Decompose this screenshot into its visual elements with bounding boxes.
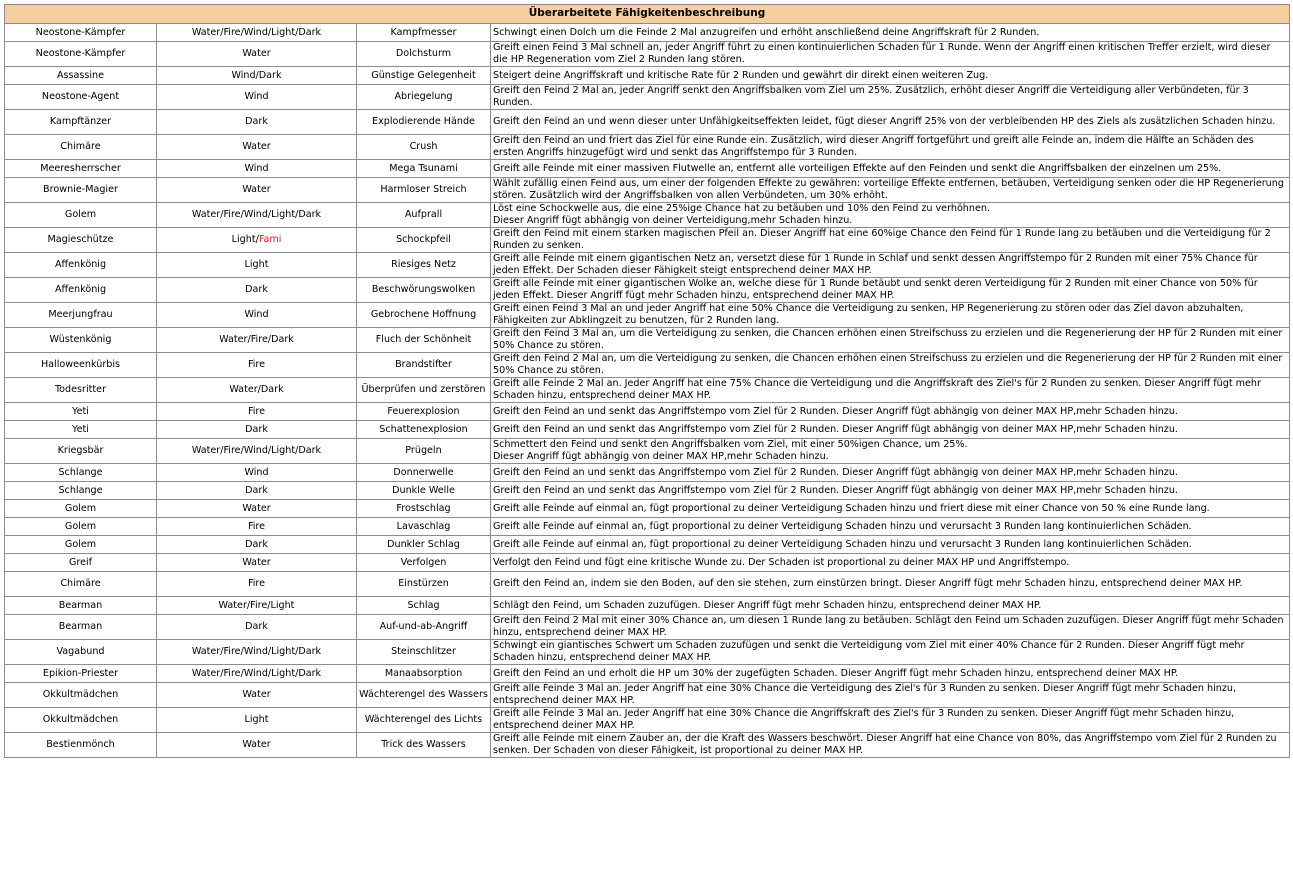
element-cell — [157, 665, 357, 683]
skill-cell: Günstige Gelegenheit — [357, 67, 491, 85]
table-row — [5, 500, 1290, 518]
monster-cell: Greif — [5, 554, 157, 572]
monster-cell: Meeresherrscher — [5, 160, 157, 178]
monster-cell: Bestienmönch — [5, 733, 157, 758]
monster-cell: Neostone-Kämpfer — [5, 42, 157, 67]
element-cell — [157, 708, 357, 733]
table-row — [5, 439, 1290, 464]
element-text: Water — [242, 739, 271, 751]
table-row — [5, 421, 1290, 439]
element-text: Dark — [245, 116, 268, 128]
monster-cell: Schlange — [5, 464, 157, 482]
monster-cell: Wüstenkönig — [5, 328, 157, 353]
table-row — [5, 615, 1290, 640]
monster-cell: Okkultmädchen — [5, 708, 157, 733]
table-title: Überarbeitete Fähigkeitenbeschreibung — [5, 5, 1290, 24]
skill-cell: Abriegelung — [357, 85, 491, 110]
skill-cell: Dolchsturm — [357, 42, 491, 67]
element-cell — [157, 303, 357, 328]
skill-cell: Kampfmesser — [357, 24, 491, 42]
element-cell — [157, 67, 357, 85]
element-cell — [157, 640, 357, 665]
description-cell: Löst eine Schockwelle aus, die eine 25%ige Chance hat zu betäuben und 10% den Feind zu verhöhnen. Dieser Angriff fügt abhängig von deiner Verteidigung,mehr Schaden hinzu. — [491, 203, 1290, 228]
skill-cell: Lavaschlag — [357, 518, 491, 536]
element-text: Water — [242, 184, 271, 196]
skill-cell: Verfolgen — [357, 554, 491, 572]
skill-cell: Harmloser Streich — [357, 178, 491, 203]
table-row — [5, 253, 1290, 278]
element-text: Water/Fire/Wind/Light/Dark — [191, 26, 322, 38]
element-cell — [157, 518, 357, 536]
table-row — [5, 110, 1290, 135]
element-text: Dark — [245, 538, 268, 550]
monster-cell: Magieschütze — [5, 228, 157, 253]
description-cell: Schwingt einen Dolch um die Feinde 2 Mal anzugreifen und erhöht anschließend deine Angriffskraft für 2 Runden. — [491, 24, 1290, 42]
element-cell — [157, 439, 357, 464]
table-row — [5, 572, 1290, 597]
element-cell — [157, 615, 357, 640]
table-row — [5, 353, 1290, 378]
element-text: Fire — [247, 578, 266, 590]
skill-cell: Schattenexplosion — [357, 421, 491, 439]
description-cell: Greift den Feind an und senkt das Angriffstempo vom Ziel für 2 Runden. Dieser Angriff fügt abhängig von deiner MAX HP,mehr Schaden hinzu. — [491, 464, 1290, 482]
monster-cell: Assassine — [5, 67, 157, 85]
element-cell — [157, 178, 357, 203]
skill-cell: Dunkle Welle — [357, 482, 491, 500]
monster-cell: Todesritter — [5, 378, 157, 403]
description-cell: Greift alle Feinde mit einem gigantischen Netz an, versetzt diese für 1 Runde in Schlaf und senkt dessen Angriffstempo für 2 Runden mit einer 75% Chance für jeden Effekt. Der Schaden dieser Fähigkeit steigt entsprechend deiner MAX HP. — [491, 253, 1290, 278]
element-cell — [157, 203, 357, 228]
table-row — [5, 203, 1290, 228]
element-text: Light/ — [231, 234, 259, 246]
skill-cell: Steinschlitzer — [357, 640, 491, 665]
monster-cell: Kampftänzer — [5, 110, 157, 135]
skill-cell: Frostschlag — [357, 500, 491, 518]
monster-cell: Golem — [5, 536, 157, 554]
description-cell: Greift den Feind 2 Mal an, um die Verteidigung zu senken, die Chancen erhöhen einen Streifschuss zu erzielen und die Regenerierung der HP für 2 Runden mit einer 50% Chance zu stören. — [491, 353, 1290, 378]
skill-cell: Crush — [357, 135, 491, 160]
description-cell: Greift den Feind an und wenn dieser unter Unfähigkeitseffekten leidet, fügt dieser Angriff 25% von der verbleibenden HP des Ziels als zusätzlichen Schaden hinzu. — [491, 110, 1290, 135]
table-row — [5, 554, 1290, 572]
monster-cell: Schlange — [5, 482, 157, 500]
monster-cell: Chimäre — [5, 135, 157, 160]
element-cell — [157, 228, 357, 253]
table-row — [5, 24, 1290, 42]
skill-table — [4, 4, 1290, 758]
skill-cell: Mega Tsunami — [357, 160, 491, 178]
skill-cell: Beschwörungswolken — [357, 278, 491, 303]
element-text: Water/Fire/Dark — [219, 334, 294, 346]
element-text: Light — [244, 259, 269, 271]
table-body — [5, 24, 1290, 758]
description-cell: Greift einen Feind 3 Mal schnell an, jeder Angriff führt zu einen kontinuierlichen Schaden für 1 Runde. Wenn der Angriff einen kritischen Treffer erzielt, wird dieser die HP Regeneration vom Ziel 2 Runden lang stören. — [491, 42, 1290, 67]
element-text: Wind/Dark — [231, 69, 282, 81]
skill-cell: Riesiges Netz — [357, 253, 491, 278]
description-cell: Greift alle Feinde mit einer gigantischen Wolke an, welche diese für 1 Runde betäubt und senkt deren Verteidigung für 2 Runden mit einer Chance von 50% für jeden Effekt. Dieser Angriff fügt mehr Schaden hinzu, entsprechend deiner MAX HP. — [491, 278, 1290, 303]
element-cell — [157, 482, 357, 500]
table-row — [5, 708, 1290, 733]
element-cell — [157, 160, 357, 178]
monster-cell: Bearman — [5, 615, 157, 640]
element-cell — [157, 536, 357, 554]
skill-cell: Aufprall — [357, 203, 491, 228]
description-cell: Greift alle Feinde auf einmal an, fügt proportional zu deiner Verteidigung Schaden hinzu und verursacht 3 Runden lang kontinuierlichen Schäden. — [491, 518, 1290, 536]
description-cell: Greift den Feind 2 Mal an, jeder Angriff senkt den Angriffsbalken vom Ziel um 25%. Zusätzlich, erhöht dieser Angriff die Verteidigung aller Verbündeten, für 3 Runden. — [491, 85, 1290, 110]
element-cell — [157, 42, 357, 67]
element-text: Water — [242, 556, 271, 568]
monster-cell: Brownie-Magier — [5, 178, 157, 203]
description-cell: Greift alle Feinde mit einem Zauber an, der die Kraft des Wassers beschwört. Dieser Angriff hat eine Chance von 80%, das Angriffstempo vom Ziel für 2 Runden zu senken. Der Schaden von dieser Fähigkeit, ist proportional zu deiner MAX HP. — [491, 733, 1290, 758]
description-cell: Greift den Feind an und erholt die HP um 30% der zugefügten Schaden. Dieser Angriff fügt mehr Schaden hinzu, entsprechend deiner MAX HP. — [491, 665, 1290, 683]
monster-cell: Neostone-Kämpfer — [5, 24, 157, 42]
table-row — [5, 135, 1290, 160]
skill-cell: Wächterengel des Lichts — [357, 708, 491, 733]
table-row — [5, 640, 1290, 665]
skill-cell: Fluch der Schönheit — [357, 328, 491, 353]
skill-cell: Überprüfen und zerstören — [357, 378, 491, 403]
description-cell: Schmettert den Feind und senkt den Angriffsbalken vom Ziel, mit einer 50%igen Chance, um 25%. Dieser Angriff fügt abhängig von deiner MAX HP,mehr Schaden hinzu. — [491, 439, 1290, 464]
element-text: Water — [242, 141, 271, 153]
monster-cell: Okkultmädchen — [5, 683, 157, 708]
table-row — [5, 378, 1290, 403]
table-row — [5, 67, 1290, 85]
element-text: Wind — [244, 309, 269, 321]
description-cell: Greift den Feind an und senkt das Angriffstempo vom Ziel für 2 Runden. Dieser Angriff fügt abhängig von deiner MAX HP,mehr Schaden hinzu. — [491, 403, 1290, 421]
element-cell — [157, 403, 357, 421]
description-cell: Greift den Feind mit einem starken magischen Pfeil an. Dieser Angriff hat eine 60%ige Chance den Feind für 1 Runde lang zu betäuben und die Verteidigung für 2 Runden zu senken. — [491, 228, 1290, 253]
table-row — [5, 228, 1290, 253]
description-cell: Schlägt den Feind, um Schaden zuzufügen. Dieser Angriff fügt mehr Schaden hinzu, entsprechend deiner MAX HP. — [491, 597, 1290, 615]
monster-cell: Epikion-Priester — [5, 665, 157, 683]
element-cell — [157, 421, 357, 439]
skill-cell: Explodierende Hände — [357, 110, 491, 135]
table-row — [5, 278, 1290, 303]
skill-cell: Donnerwelle — [357, 464, 491, 482]
description-cell: Greift einen Feind 3 Mal an und jeder Angriff hat eine 50% Chance die Verteidigung zu senken, HP Regenerierung zu stören oder das Ziel davon abzuhalten, Fähigkeiten zur Abklingzeit zu benutzen, für 2 Runden lang. — [491, 303, 1290, 328]
table-row — [5, 597, 1290, 615]
skill-sheet — [4, 4, 1289, 758]
element-cell — [157, 278, 357, 303]
skill-cell: Dunkler Schlag — [357, 536, 491, 554]
skill-cell: Feuerexplosion — [357, 403, 491, 421]
element-text: Fire — [247, 405, 266, 417]
element-text: Water/Fire/Wind/Light/Dark — [191, 445, 322, 457]
description-cell: Verfolgt den Feind und fügt eine kritische Wunde zu. Der Schaden ist proportional zu deiner MAX HP und Angriffstempo. — [491, 554, 1290, 572]
element-text: Water/Fire/Wind/Light/Dark — [191, 209, 322, 221]
element-text: Water/Fire/Wind/Light/Dark — [191, 667, 322, 679]
table-row — [5, 733, 1290, 758]
table-row — [5, 536, 1290, 554]
table-row — [5, 518, 1290, 536]
element-cell — [157, 253, 357, 278]
element-text: Wind — [244, 466, 269, 478]
description-cell: Greift alle Feinde auf einmal an, fügt proportional zu deiner Verteidigung Schaden hinzu und verursacht 3 Runden lang kontinuierlichen Schäden. — [491, 536, 1290, 554]
monster-cell: Golem — [5, 500, 157, 518]
description-cell: Steigert deine Angriffskraft und kritische Rate für 2 Runden und gewährt dir direkt einen weiteren Zug. — [491, 67, 1290, 85]
skill-cell: Schockpfeil — [357, 228, 491, 253]
element-text: Fire — [247, 520, 266, 532]
monster-cell: Yeti — [5, 421, 157, 439]
element-cell — [157, 378, 357, 403]
monster-cell: Neostone-Agent — [5, 85, 157, 110]
monster-cell: Vagabund — [5, 640, 157, 665]
element-text: Water — [242, 502, 271, 514]
element-text: Dark — [245, 484, 268, 496]
table-row — [5, 403, 1290, 421]
element-cell — [157, 572, 357, 597]
description-cell: Schwingt ein giantisches Schwert um Schaden zuzufügen und senkt die Verteidigung vom Ziel mit einer 40% Chance für 2 Runden. Dieser Angriff fügt mehr Schaden hinzu, entsprechend deiner MAX HP. — [491, 640, 1290, 665]
element-text: Wind — [244, 91, 269, 103]
skill-cell: Brandstifter — [357, 353, 491, 378]
description-cell: Greift den Feind an und friert das Ziel für eine Runde ein. Zusätzlich, wird dieser Angriff fortgeführt und greift alle Feinde an, indem die Hälfte an Schäden des ersten Angriffs hinzugefügt wird und senkt das Angriffstempo für 3 Runden. — [491, 135, 1290, 160]
table-row — [5, 160, 1290, 178]
description-cell: Greift den Feind 3 Mal an, um die Verteidigung zu senken, die Chancen erhöhen einen Streifschuss zu erzielen und die Regenerierung der HP für 2 Runden mit einer 50% Chance zu stören. — [491, 328, 1290, 353]
description-cell: Greift alle Feinde 3 Mal an. Jeder Angriff hat eine 30% Chance die Angriffskraft des Ziel's für 3 Runden zu senken. Dieser Angriff fügt mehr Schaden hinzu, entsprechend deiner MAX HP. — [491, 708, 1290, 733]
skill-cell: Auf-und-ab-Angriff — [357, 615, 491, 640]
element-cell — [157, 500, 357, 518]
element-text: Water — [242, 48, 271, 60]
monster-cell: Bearman — [5, 597, 157, 615]
element-cell — [157, 353, 357, 378]
monster-cell: Halloweenkürbis — [5, 353, 157, 378]
monster-cell: Golem — [5, 518, 157, 536]
monster-cell: Affenkönig — [5, 253, 157, 278]
skill-cell: Gebrochene Hoffnung — [357, 303, 491, 328]
element-text: Water/Fire/Wind/Light/Dark — [191, 646, 322, 658]
skill-cell: Wächterengel des Wassers — [357, 683, 491, 708]
skill-cell: Einstürzen — [357, 572, 491, 597]
element-text: Wind — [244, 162, 269, 174]
skill-cell: Schlag — [357, 597, 491, 615]
table-row — [5, 482, 1290, 500]
element-extra-text: Fami — [258, 234, 282, 246]
description-cell: Greift den Feind 2 Mal mit einer 30% Chance an, um diesen 1 Runde lang zu betäuben. Schlägt den Feind um Schaden zuzufügen. Dieser Angriff fügt mehr Schaden hinzu, entsprechend deiner MAX HP. — [491, 615, 1290, 640]
element-cell — [157, 683, 357, 708]
element-cell — [157, 733, 357, 758]
description-cell: Greift alle Feinde auf einmal an, fügt proportional zu deiner Verteidigung Schaden hinzu und friert diese mit einer Chance von 50 % eine Runde lang. — [491, 500, 1290, 518]
monster-cell: Kriegsbär — [5, 439, 157, 464]
description-cell: Greift alle Feinde 2 Mal an. Jeder Angriff hat eine 75% Chance die Verteidigung und die Angriffskraft des Ziel's für 2 Runden zu senken. Dieser Angriff fügt mehr Schaden hinzu, entsprechend deiner MAX HP. — [491, 378, 1290, 403]
table-row — [5, 178, 1290, 203]
element-cell — [157, 554, 357, 572]
table-row — [5, 42, 1290, 67]
monster-cell: Yeti — [5, 403, 157, 421]
element-cell — [157, 135, 357, 160]
element-text: Dark — [245, 621, 268, 633]
table-row — [5, 683, 1290, 708]
description-cell: Greift alle Feinde mit einer massiven Flutwelle an, entfernt alle vorteiligen Effekte auf den Feinden und senkt die Angriffsbalken der einzelnen um 25%. — [491, 160, 1290, 178]
skill-cell: Trick des Wassers — [357, 733, 491, 758]
monster-cell: Chimäre — [5, 572, 157, 597]
monster-cell: Golem — [5, 203, 157, 228]
element-text: Water/Dark — [229, 384, 284, 396]
monster-cell: Meerjungfrau — [5, 303, 157, 328]
skill-cell: Prügeln — [357, 439, 491, 464]
description-cell: Wählt zufällig einen Feind aus, um einer der folgenden Effekte zu gewähren: vorteilige Effekte entfernen, betäuben, Verteidigung senken oder die HP Regenerierung stören. Zusätzlich wird der Angriffsbalken von allen Verbündeten, um 30% erhöht. — [491, 178, 1290, 203]
table-row — [5, 85, 1290, 110]
description-cell: Greift den Feind an und senkt das Angriffstempo vom Ziel für 2 Runden. Dieser Angriff fügt abhängig von deiner MAX HP,mehr Schaden hinzu. — [491, 482, 1290, 500]
element-text: Fire — [247, 359, 266, 371]
element-cell — [157, 597, 357, 615]
element-text: Dark — [245, 284, 268, 296]
element-cell — [157, 328, 357, 353]
element-text: Water — [242, 689, 271, 701]
description-cell: Greift alle Feinde 3 Mal an. Jeder Angriff hat eine 30% Chance die Verteidigung des Ziel's für 3 Runden zu senken. Dieser Angriff fügt mehr Schaden hinzu, entsprechend deiner MAX HP. — [491, 683, 1290, 708]
table-row — [5, 328, 1290, 353]
element-text: Light — [244, 714, 269, 726]
table-row — [5, 665, 1290, 683]
description-cell: Greift den Feind an und senkt das Angriffstempo vom Ziel für 2 Runden. Dieser Angriff fügt abhängig von deiner MAX HP,mehr Schaden hinzu. — [491, 421, 1290, 439]
element-cell — [157, 110, 357, 135]
skill-cell: Manaabsorption — [357, 665, 491, 683]
table-row — [5, 303, 1290, 328]
monster-cell: Affenkönig — [5, 278, 157, 303]
element-cell — [157, 24, 357, 42]
element-text: Dark — [245, 423, 268, 435]
description-cell: Greift den Feind an, indem sie den Boden, auf den sie stehen, zum einstürzen bringt. Dieser Angriff fügt mehr Schaden hinzu, entsprechend deiner MAX HP. — [491, 572, 1290, 597]
element-cell — [157, 464, 357, 482]
element-cell — [157, 85, 357, 110]
table-row — [5, 464, 1290, 482]
element-text: Water/Fire/Light — [218, 599, 295, 611]
